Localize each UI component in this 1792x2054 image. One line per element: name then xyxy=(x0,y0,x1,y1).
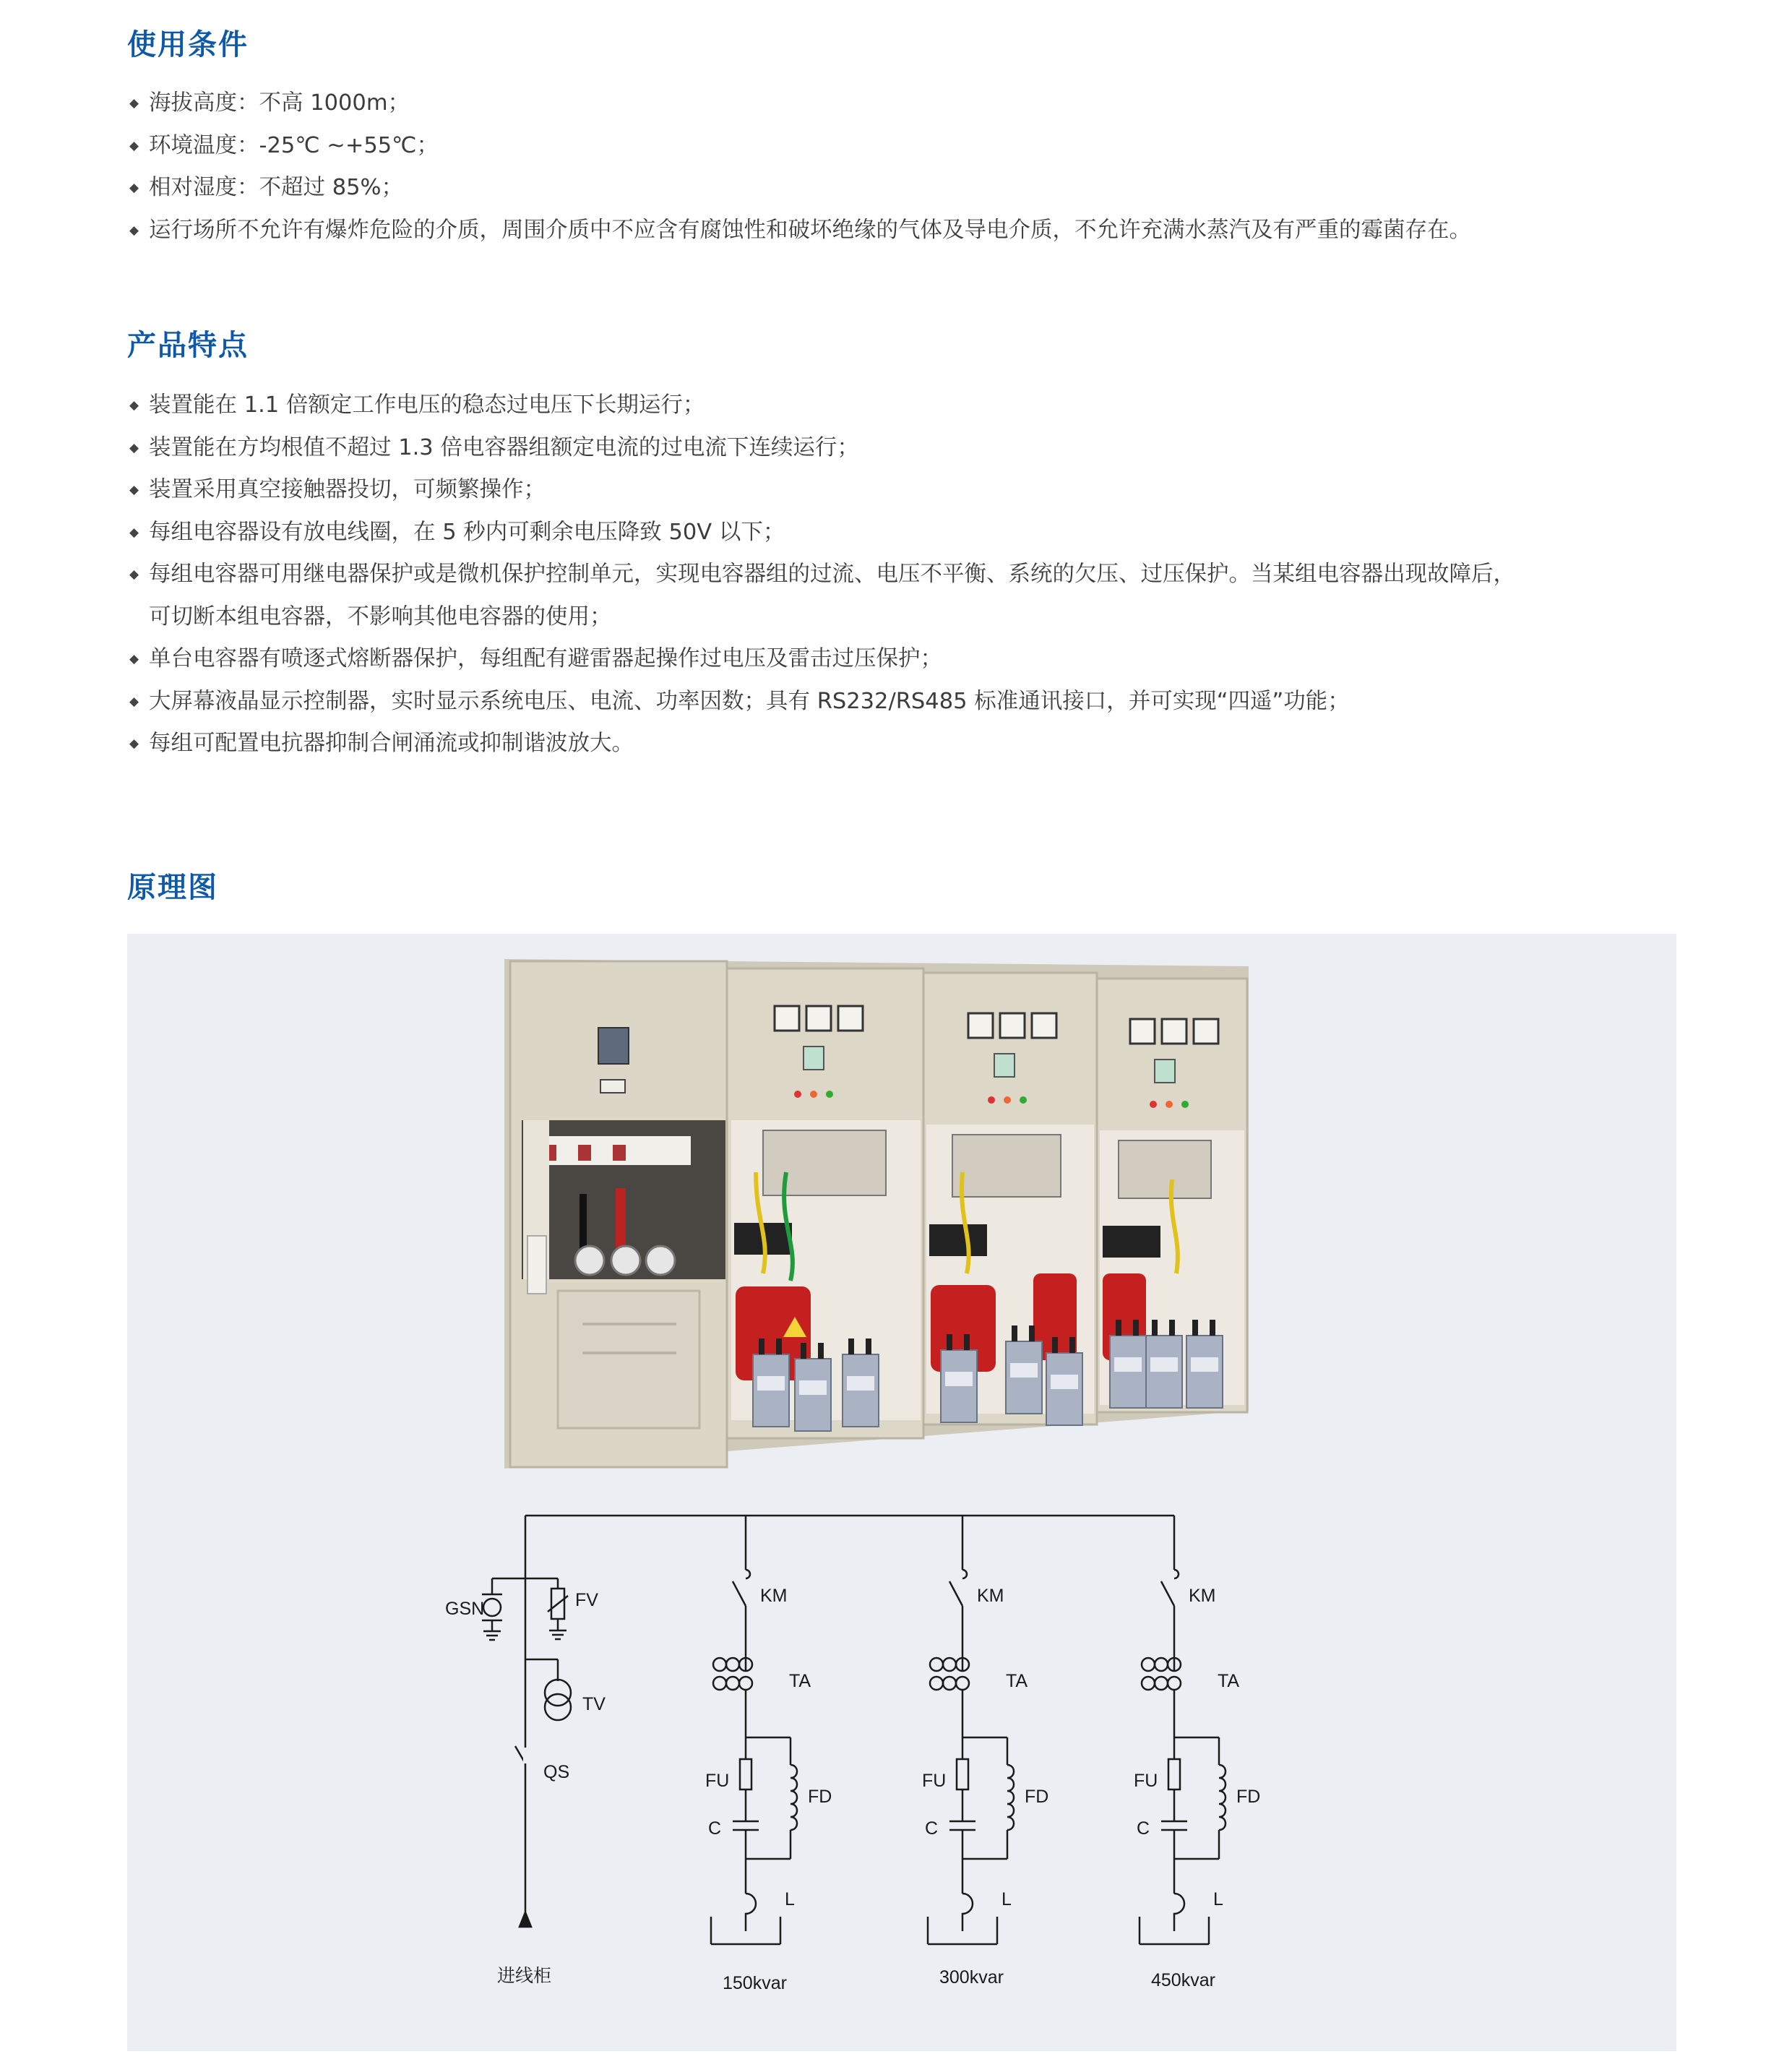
fd-label: FD xyxy=(808,1787,832,1807)
l-label: L xyxy=(1001,1889,1012,1909)
reactor-l xyxy=(962,1894,973,1931)
discharge-coil-fd xyxy=(791,1765,797,1830)
km-label: KM xyxy=(1189,1586,1216,1606)
fu-label: FU xyxy=(1134,1771,1158,1791)
c-label: C xyxy=(1137,1818,1150,1839)
list-item: ◆ 海拔高度：不高 1000m； xyxy=(127,82,1666,125)
reactor-l xyxy=(746,1894,756,1931)
capacitor-cabinet-photo xyxy=(504,959,1249,1469)
fuse-fu xyxy=(957,1759,968,1789)
qs-label: QS xyxy=(543,1762,570,1782)
l-label: L xyxy=(1213,1889,1223,1909)
current-transformer xyxy=(1142,1658,1155,1671)
c-label: C xyxy=(925,1818,939,1839)
km-label: KM xyxy=(760,1586,788,1606)
current-transformer xyxy=(943,1677,956,1690)
c-label: C xyxy=(708,1818,722,1839)
km-label: KM xyxy=(977,1586,1004,1606)
diamond-bullet-icon: ◆ xyxy=(129,483,139,497)
list-item: ◆ 每组可配置电抗器抑制合闸涌流或抑制谐波放大。 xyxy=(127,723,1666,765)
ta-label: TA xyxy=(1218,1671,1240,1691)
section-title-diagram: 原理图 xyxy=(127,871,218,904)
section-title-conditions: 使用条件 xyxy=(127,28,249,61)
incoming-cabinet-label: 进线柜 xyxy=(497,1966,552,1986)
current-transformer xyxy=(1142,1677,1155,1690)
discharge-coil-fd xyxy=(1219,1765,1225,1830)
diamond-bullet-icon: ◆ xyxy=(129,138,139,153)
diamond-bullet-icon: ◆ xyxy=(129,181,139,195)
l-label: L xyxy=(785,1889,795,1909)
list-item: ◆ 每组电容器可用继电器保护或是微机保护控制单元，实现电容器组的过流、电压不平衡、系统的欠压、过压保护。当某组电容器出现故障后， xyxy=(127,554,1666,596)
contactor-km xyxy=(733,1581,746,1606)
diamond-bullet-icon: ◆ xyxy=(129,736,139,751)
fuse-fu xyxy=(740,1759,751,1789)
list-item: ◆ 单台电容器有喷逐式熔断器保护，每组配有避雷器起操作过电压及雷击过压保护； xyxy=(127,638,1666,681)
contactor-km xyxy=(1161,1581,1174,1606)
fd-label: FD xyxy=(1025,1787,1049,1807)
current-transformer xyxy=(1155,1677,1168,1690)
fu-label: FU xyxy=(922,1771,947,1791)
fu-label: FU xyxy=(705,1771,730,1791)
section-title-features: 产品特点 xyxy=(127,329,249,362)
list-item: ◆ 大屏幕液晶显示控制器，实时显示系统电压、电流、功率因数；具有 RS232/RS485 标准通讯接口，并可实现“四遥”功能； xyxy=(127,681,1666,723)
branch-rating-label: 150kvar xyxy=(723,1973,787,1993)
ta-label: TA xyxy=(789,1671,811,1691)
diamond-bullet-icon: ◆ xyxy=(129,440,139,455)
diagram-panel xyxy=(127,934,1676,2051)
fv-label: FV xyxy=(575,1590,598,1610)
conditions-list xyxy=(127,82,1666,252)
current-transformer xyxy=(713,1677,726,1690)
discharge-coil-fd xyxy=(1007,1765,1014,1830)
diamond-bullet-icon: ◆ xyxy=(129,525,139,540)
list-item: ◆ 相对湿度：不超过 85%； xyxy=(127,167,1666,210)
tv-label: TV xyxy=(582,1694,606,1714)
list-item: ◆ 装置能在方均根值不超过 1.3 倍电容器组额定电流的过电流下连续运行； xyxy=(127,427,1666,470)
features-list xyxy=(127,384,1666,765)
diamond-bullet-icon: ◆ xyxy=(129,398,139,413)
current-transformer xyxy=(1168,1677,1181,1690)
current-transformer xyxy=(930,1658,943,1671)
reactor-l xyxy=(1174,1894,1184,1931)
diamond-bullet-icon: ◆ xyxy=(129,96,139,111)
list-item-continuation: 可切断本组电容器，不影响其他电容器的使用； xyxy=(149,603,612,629)
diamond-bullet-icon: ◆ xyxy=(129,223,139,238)
list-item: ◆ 装置采用真空接触器投切，可频繁操作； xyxy=(127,469,1666,512)
list-item: ◆ 每组电容器设有放电线圈，在 5 秒内可剩余电压降致 50V 以下； xyxy=(127,512,1666,554)
fuse-fu xyxy=(1168,1759,1180,1789)
capacitor-branch xyxy=(711,1516,797,1944)
list-item: ◆ 环境温度：-25℃ ~+55℃； xyxy=(127,125,1666,168)
current-transformer xyxy=(739,1677,752,1690)
gsn-label: GSN xyxy=(445,1599,485,1619)
current-transformer xyxy=(943,1658,956,1671)
capacitor-branch xyxy=(1140,1516,1225,1944)
current-transformer xyxy=(1155,1658,1168,1671)
current-transformer xyxy=(726,1658,739,1671)
current-transformer xyxy=(713,1658,726,1671)
branch-rating-label: 300kvar xyxy=(939,1967,1004,1988)
current-transformer xyxy=(930,1677,943,1690)
list-item: ◆ 装置能在 1.1 倍额定工作电压的稳态过电压下长期运行； xyxy=(127,384,1666,427)
capacitor-branch xyxy=(928,1516,1014,1944)
contactor-km xyxy=(949,1581,962,1606)
fd-label: FD xyxy=(1236,1787,1261,1807)
list-item: ◆ 运行场所不允许有爆炸危险的介质，周围介质中不应含有腐蚀性和破坏绝缘的气体及导电介质，不允许充满水蒸汽及有严重的霉菌存在。 xyxy=(127,210,1666,252)
ta-label: TA xyxy=(1006,1671,1028,1691)
branch-rating-label: 450kvar xyxy=(1151,1970,1215,1990)
diamond-bullet-icon: ◆ xyxy=(129,567,139,582)
current-transformer xyxy=(726,1677,739,1690)
diamond-bullet-icon: ◆ xyxy=(129,652,139,666)
diamond-bullet-icon: ◆ xyxy=(129,694,139,709)
current-transformer xyxy=(956,1677,969,1690)
